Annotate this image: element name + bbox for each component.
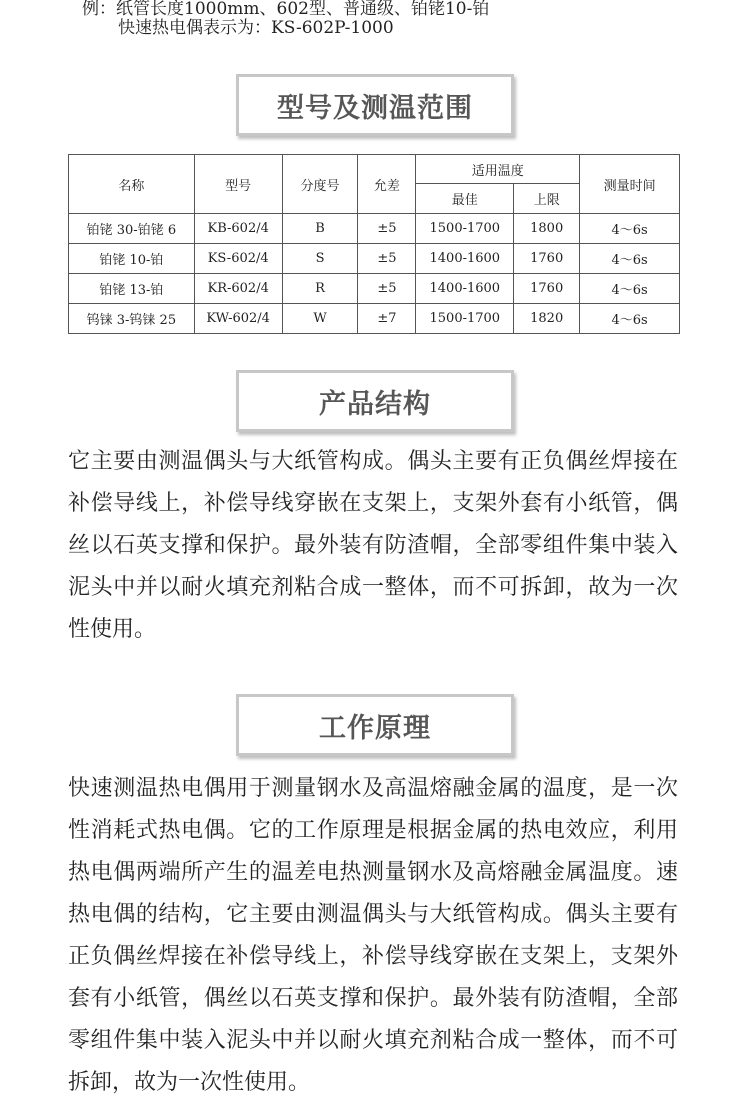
table-row	[69, 274, 680, 304]
cell-tolerance: ±5	[358, 244, 416, 274]
cell-upper: 1760	[514, 244, 580, 274]
table-row	[69, 304, 680, 334]
cell-best: 1400-1600	[416, 274, 514, 304]
cell-best: 1500-1700	[416, 304, 514, 334]
cell-index: R	[282, 274, 358, 304]
cell-name: 铂铑 13-铂	[69, 274, 195, 304]
cell-time: 4～6s	[580, 214, 680, 244]
table-header-row	[69, 155, 680, 184]
header-tolerance: 允差	[358, 155, 416, 214]
example-line-1: 例：纸管长度1000mm、602型、普通级、铂铑10-铂	[82, 0, 490, 19]
cell-upper: 1820	[514, 304, 580, 334]
header-range: 适用温度	[416, 155, 580, 184]
header-name: 名称	[69, 155, 195, 214]
header-model: 型号	[194, 155, 282, 214]
section-title-principle: 工作原理	[236, 694, 514, 756]
principle-paragraph: 快速测温热电偶用于测量钢水及高温熔融金属的温度，是一次性消耗式热电偶。它的工作原理是根据金属的热电效应，利用热电偶两端所产生的温差电热测量钢水及高熔融金属温度。速热电偶的结构，它主要由测温偶头与大纸管构成。偶头主要有正负偶丝焊接在补偿导线上，补偿导线穿嵌在支架上，支架外套有小纸管，偶丝以石英支撑和保护。最外装有防渣帽，全部零组件集中装入泥头中并以耐火填充剂粘合成一整体，而不可拆卸，故为一次性使用。	[68, 776, 678, 1095]
section-title-model-range: 型号及测温范围	[236, 74, 514, 136]
header-time: 测量时间	[580, 155, 680, 214]
cell-time: 4～6s	[580, 274, 680, 304]
cell-name: 钨铼 3-钨铼 25	[69, 304, 195, 334]
cell-model: KS-602/4	[194, 244, 282, 274]
header-index: 分度号	[282, 155, 358, 214]
cell-time: 4～6s	[580, 304, 680, 334]
cell-index: W	[282, 304, 358, 334]
table-row	[69, 244, 680, 274]
example-line-2: 快速热电偶表示为：KS-602P-1000	[118, 18, 394, 38]
cell-name: 铂铑 10-铂	[69, 244, 195, 274]
cell-tolerance: ±7	[358, 304, 416, 334]
cell-upper: 1800	[514, 214, 580, 244]
cell-time: 4～6s	[580, 244, 680, 274]
cell-best: 1500-1700	[416, 214, 514, 244]
cell-best: 1400-1600	[416, 244, 514, 274]
cell-model: KB-602/4	[194, 214, 282, 244]
header-upper: 上限	[514, 184, 580, 214]
section-title-structure: 产品结构	[236, 370, 514, 432]
cell-name: 铂铑 30-铂铑 6	[69, 214, 195, 244]
structure-paragraph: 它主要由测温偶头与大纸管构成。偶头主要有正负偶丝焊接在补偿导线上，补偿导线穿嵌在支架上，支架外套有小纸管，偶丝以石英支撑和保护。最外装有防渣帽，全部零组件集中装入泥头中并以耐火填充剂粘合成一整体，而不可拆卸，故为一次性使用。	[68, 449, 678, 642]
spec-table	[68, 154, 680, 334]
cell-upper: 1760	[514, 274, 580, 304]
table-row	[69, 214, 680, 244]
cell-model: KW-602/4	[194, 304, 282, 334]
cell-index: B	[282, 214, 358, 244]
cell-tolerance: ±5	[358, 214, 416, 244]
header-best: 最佳	[416, 184, 514, 214]
cell-model: KR-602/4	[194, 274, 282, 304]
cell-tolerance: ±5	[358, 274, 416, 304]
cell-index: S	[282, 244, 358, 274]
